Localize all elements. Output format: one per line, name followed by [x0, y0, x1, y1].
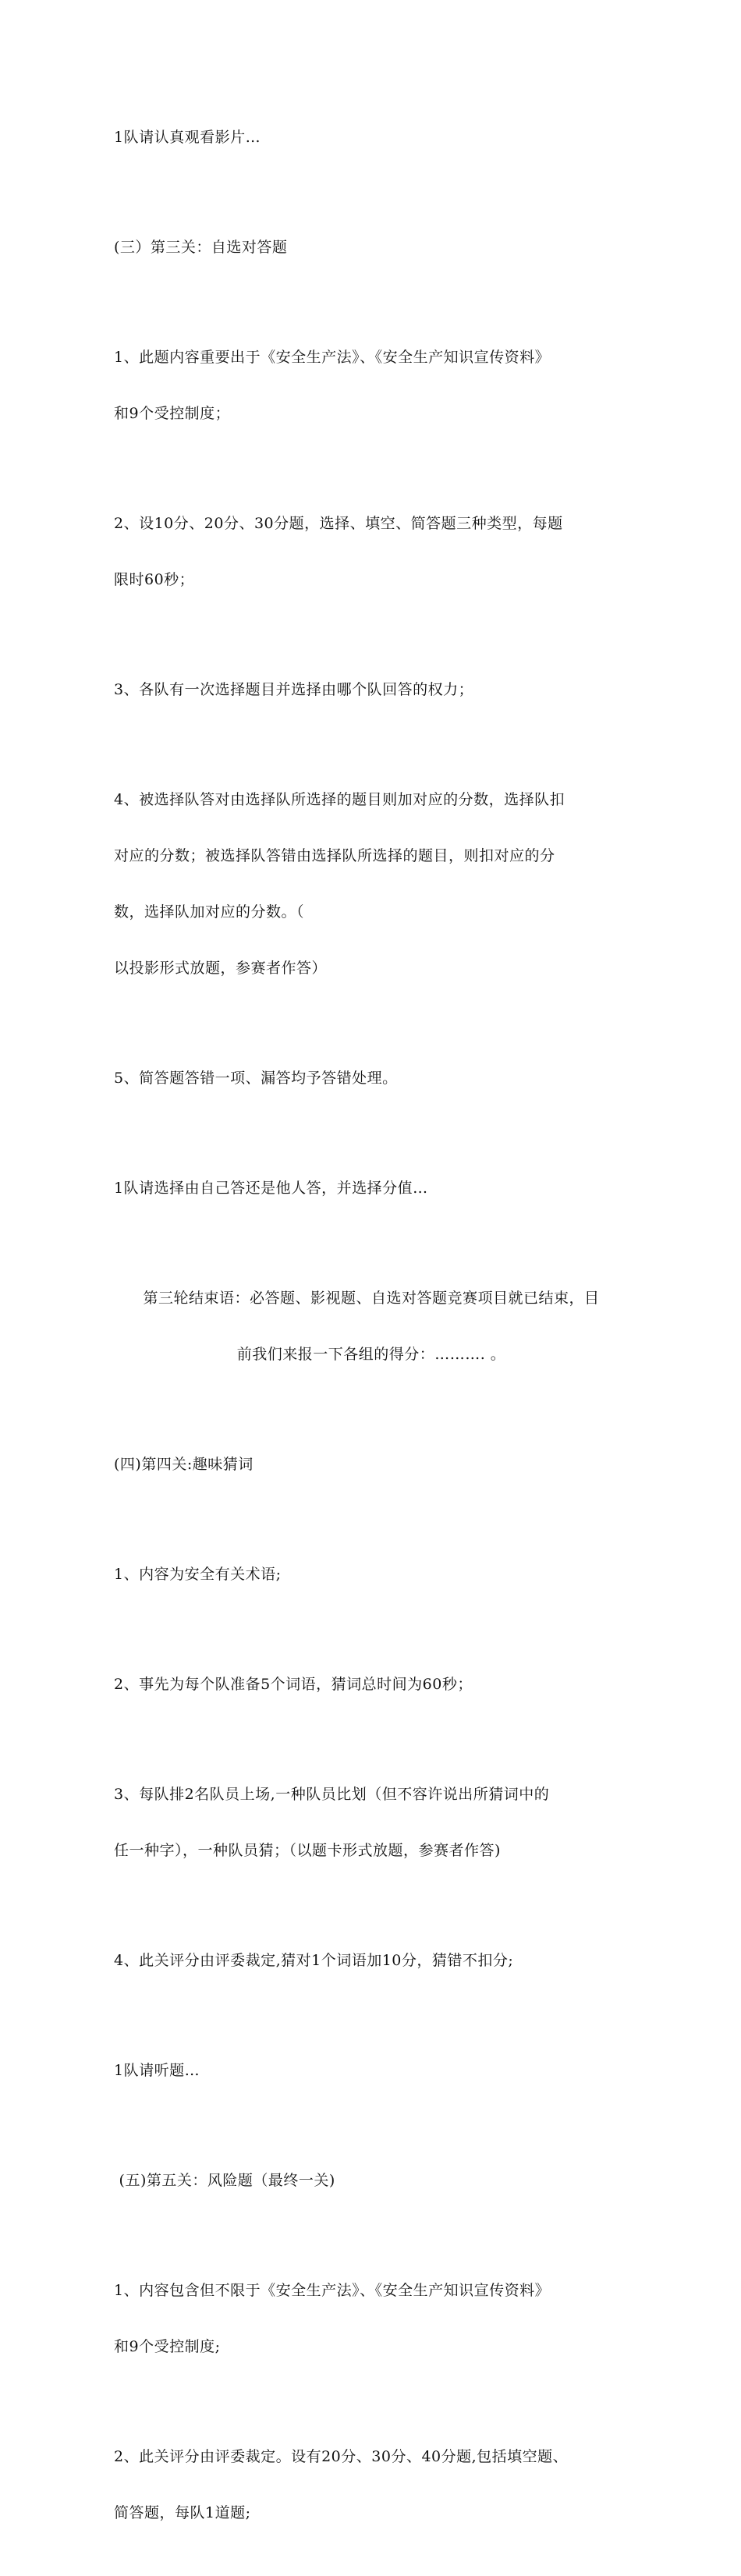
section-heading — [114, 1418, 629, 1511]
closing-remark — [114, 1251, 629, 1401]
text-line: (四)第四关:趣味猜词 — [114, 1456, 254, 1473]
text-line: 前我们来报一下各组的得分：………. 。 — [236, 1346, 506, 1363]
text-line: 4、此关评分由评委裁定,猜对1个词语加10分，猜错不扣分; — [114, 1952, 514, 1969]
paragraph — [114, 2410, 629, 2560]
paragraph — [114, 90, 629, 184]
document-page — [114, 90, 629, 2576]
paragraph — [114, 1141, 629, 1235]
paragraph — [114, 753, 629, 1015]
text-line: 2、此关评分由评委裁定。设有20分、30分、40分题,包括填空题、 — [114, 2448, 569, 2465]
text-line: 1、内容为安全有关术语; — [114, 1566, 282, 1583]
text-line: 和9个受控制度; — [114, 2338, 221, 2355]
paragraph — [114, 643, 629, 736]
text-line: 1队请认真观看影片… — [114, 129, 261, 146]
text-line: 5、简答题答错一项、漏答均予答错处理。 — [114, 1070, 398, 1087]
text-line: 1队请听题… — [114, 2062, 200, 2079]
section-heading — [114, 2134, 629, 2227]
paragraph — [114, 1914, 629, 2007]
text-line: (三）第三关：自选对答题 — [114, 239, 288, 256]
text-line: 以投影形式放题，参赛者作答） — [114, 960, 328, 977]
text-line: 2、设10分、20分、30分题，选择、填空、简答题三种类型，每题 — [114, 515, 563, 532]
text-line: 数，选择队加对应的分数。（ — [114, 903, 305, 921]
text-line: 限时60秒； — [114, 571, 195, 588]
text-line: 4、被选择队答对由选择队所选择的题目则加对应的分数，选择队扣 — [114, 791, 566, 808]
text-line: 2、事先为每个队准备5个词语，猜词总时间为60秒； — [114, 1676, 473, 1693]
paragraph — [114, 2024, 629, 2117]
text-line: 简答题，每队1道题; — [114, 2504, 251, 2521]
text-line: (五)第五关：风险题（最终一关) — [114, 2172, 335, 2189]
section-heading — [114, 200, 629, 294]
text-line: 1队请选择由自己答还是他人答，并选择分值… — [114, 1180, 428, 1197]
paragraph — [114, 1637, 629, 1731]
text-line: 1、此题内容重要出于《安全生产法》、《安全生产知识宣传资料》 — [114, 349, 551, 366]
paragraph — [114, 1747, 629, 1897]
paragraph — [114, 310, 629, 460]
text-line: 任一种字），一种队员猜；（以题卡形式放题，参赛者作答) — [114, 1842, 501, 1859]
text-line: 1、内容包含但不限于《安全生产法》、《安全生产知识宣传资料》 — [114, 2282, 551, 2299]
text-line: 3、每队排2名队员上场,一种队员比划（但不容许说出所猜词中的 — [114, 1786, 550, 1803]
paragraph — [114, 1031, 629, 1125]
text-line: 对应的分数；被选择队答错由选择队所选择的题目，则扣对应的分 — [114, 847, 555, 864]
paragraph — [114, 477, 629, 626]
paragraph — [114, 1528, 629, 1621]
text-line: 3、各队有一次选择题目并选择由哪个队回答的权力； — [114, 681, 474, 698]
paragraph — [114, 2244, 629, 2393]
text-line: 和9个受控制度； — [114, 405, 231, 422]
text-line: 第三轮结束语：必答题、影视题、自选对答题竞赛项目就已结束，目 — [143, 1290, 600, 1307]
